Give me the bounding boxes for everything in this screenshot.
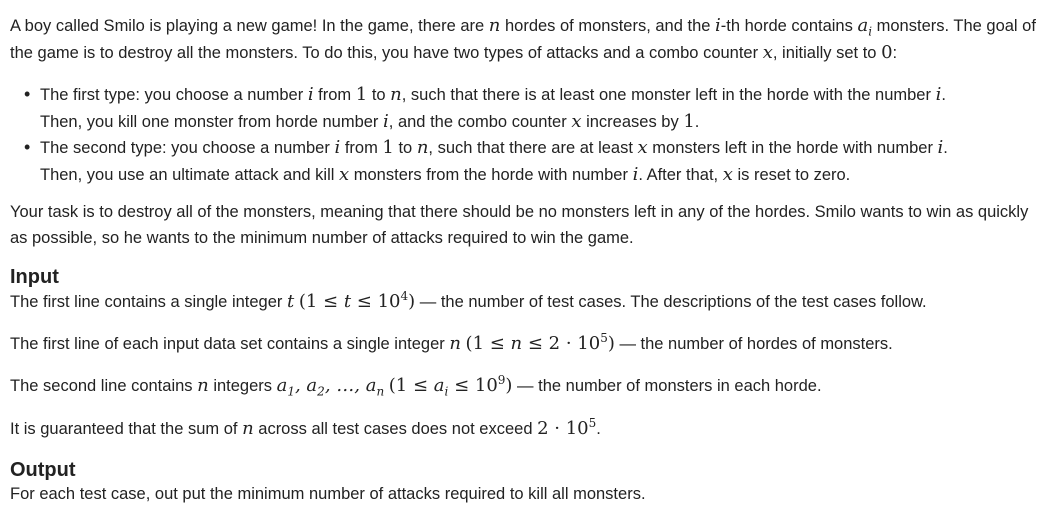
output-heading: Output <box>10 459 76 481</box>
input-line-4: It is guaranteed that the sum of n across all test cases does not exceed $2 \cdot 10^5$. <box>10 416 601 439</box>
attack-types-list <box>10 82 1043 188</box>
list-item: • The second type: you choose a number i from 1 to n, such that there are at least x monsters left in the horde with number i. Then, you use an ultimate attack and kill x monsters from the horde with number i. After that, x is reset to zero. <box>40 135 1043 188</box>
task-paragraph: Your task is to destroy all of the monsters, meaning that there should be no monsters left in any of the hordes. Smilo wants to win as quickly as possible, so he wants to the minimum number of attacks required to win the game. <box>10 203 1029 247</box>
list-item: • The first type: you choose a number i from 1 to n, such that there is at least one monster left in the horde with the number i. Then, you kill one monster from horde number i, and the combo counter x increases by 1. <box>40 82 1043 135</box>
input-line-1: The first line contains a single integer t $(1 \le t \le 10^4)$ — the number of test cases. The descriptions of the test cases follow. <box>10 289 927 312</box>
input-line-2: The first line of each input data set contains a single integer n $(1 \le n \le 2 \cdot 10^5)$ — the number of hordes of monsters. <box>10 331 893 354</box>
intro-paragraph: A boy called Smilo is playing a new game! In the game, there are n hordes of monsters, and the i-th horde contains $a_i$ monsters. The goal of the game is to destroy all the monsters. To do this, you have two types of attacks and a combo counter x, initially set to 0: <box>10 15 1036 63</box>
input-heading: Input <box>10 266 59 288</box>
output-text: For each test case, out put the minimum number of attacks required to kill all monsters. <box>10 485 646 503</box>
input-line-3: The second line contains n integers $a_1$, $a_2$, …, $a_n$ $(1 \le a_i \le 10^9)$ — the number of monsters in each horde. <box>10 373 822 399</box>
